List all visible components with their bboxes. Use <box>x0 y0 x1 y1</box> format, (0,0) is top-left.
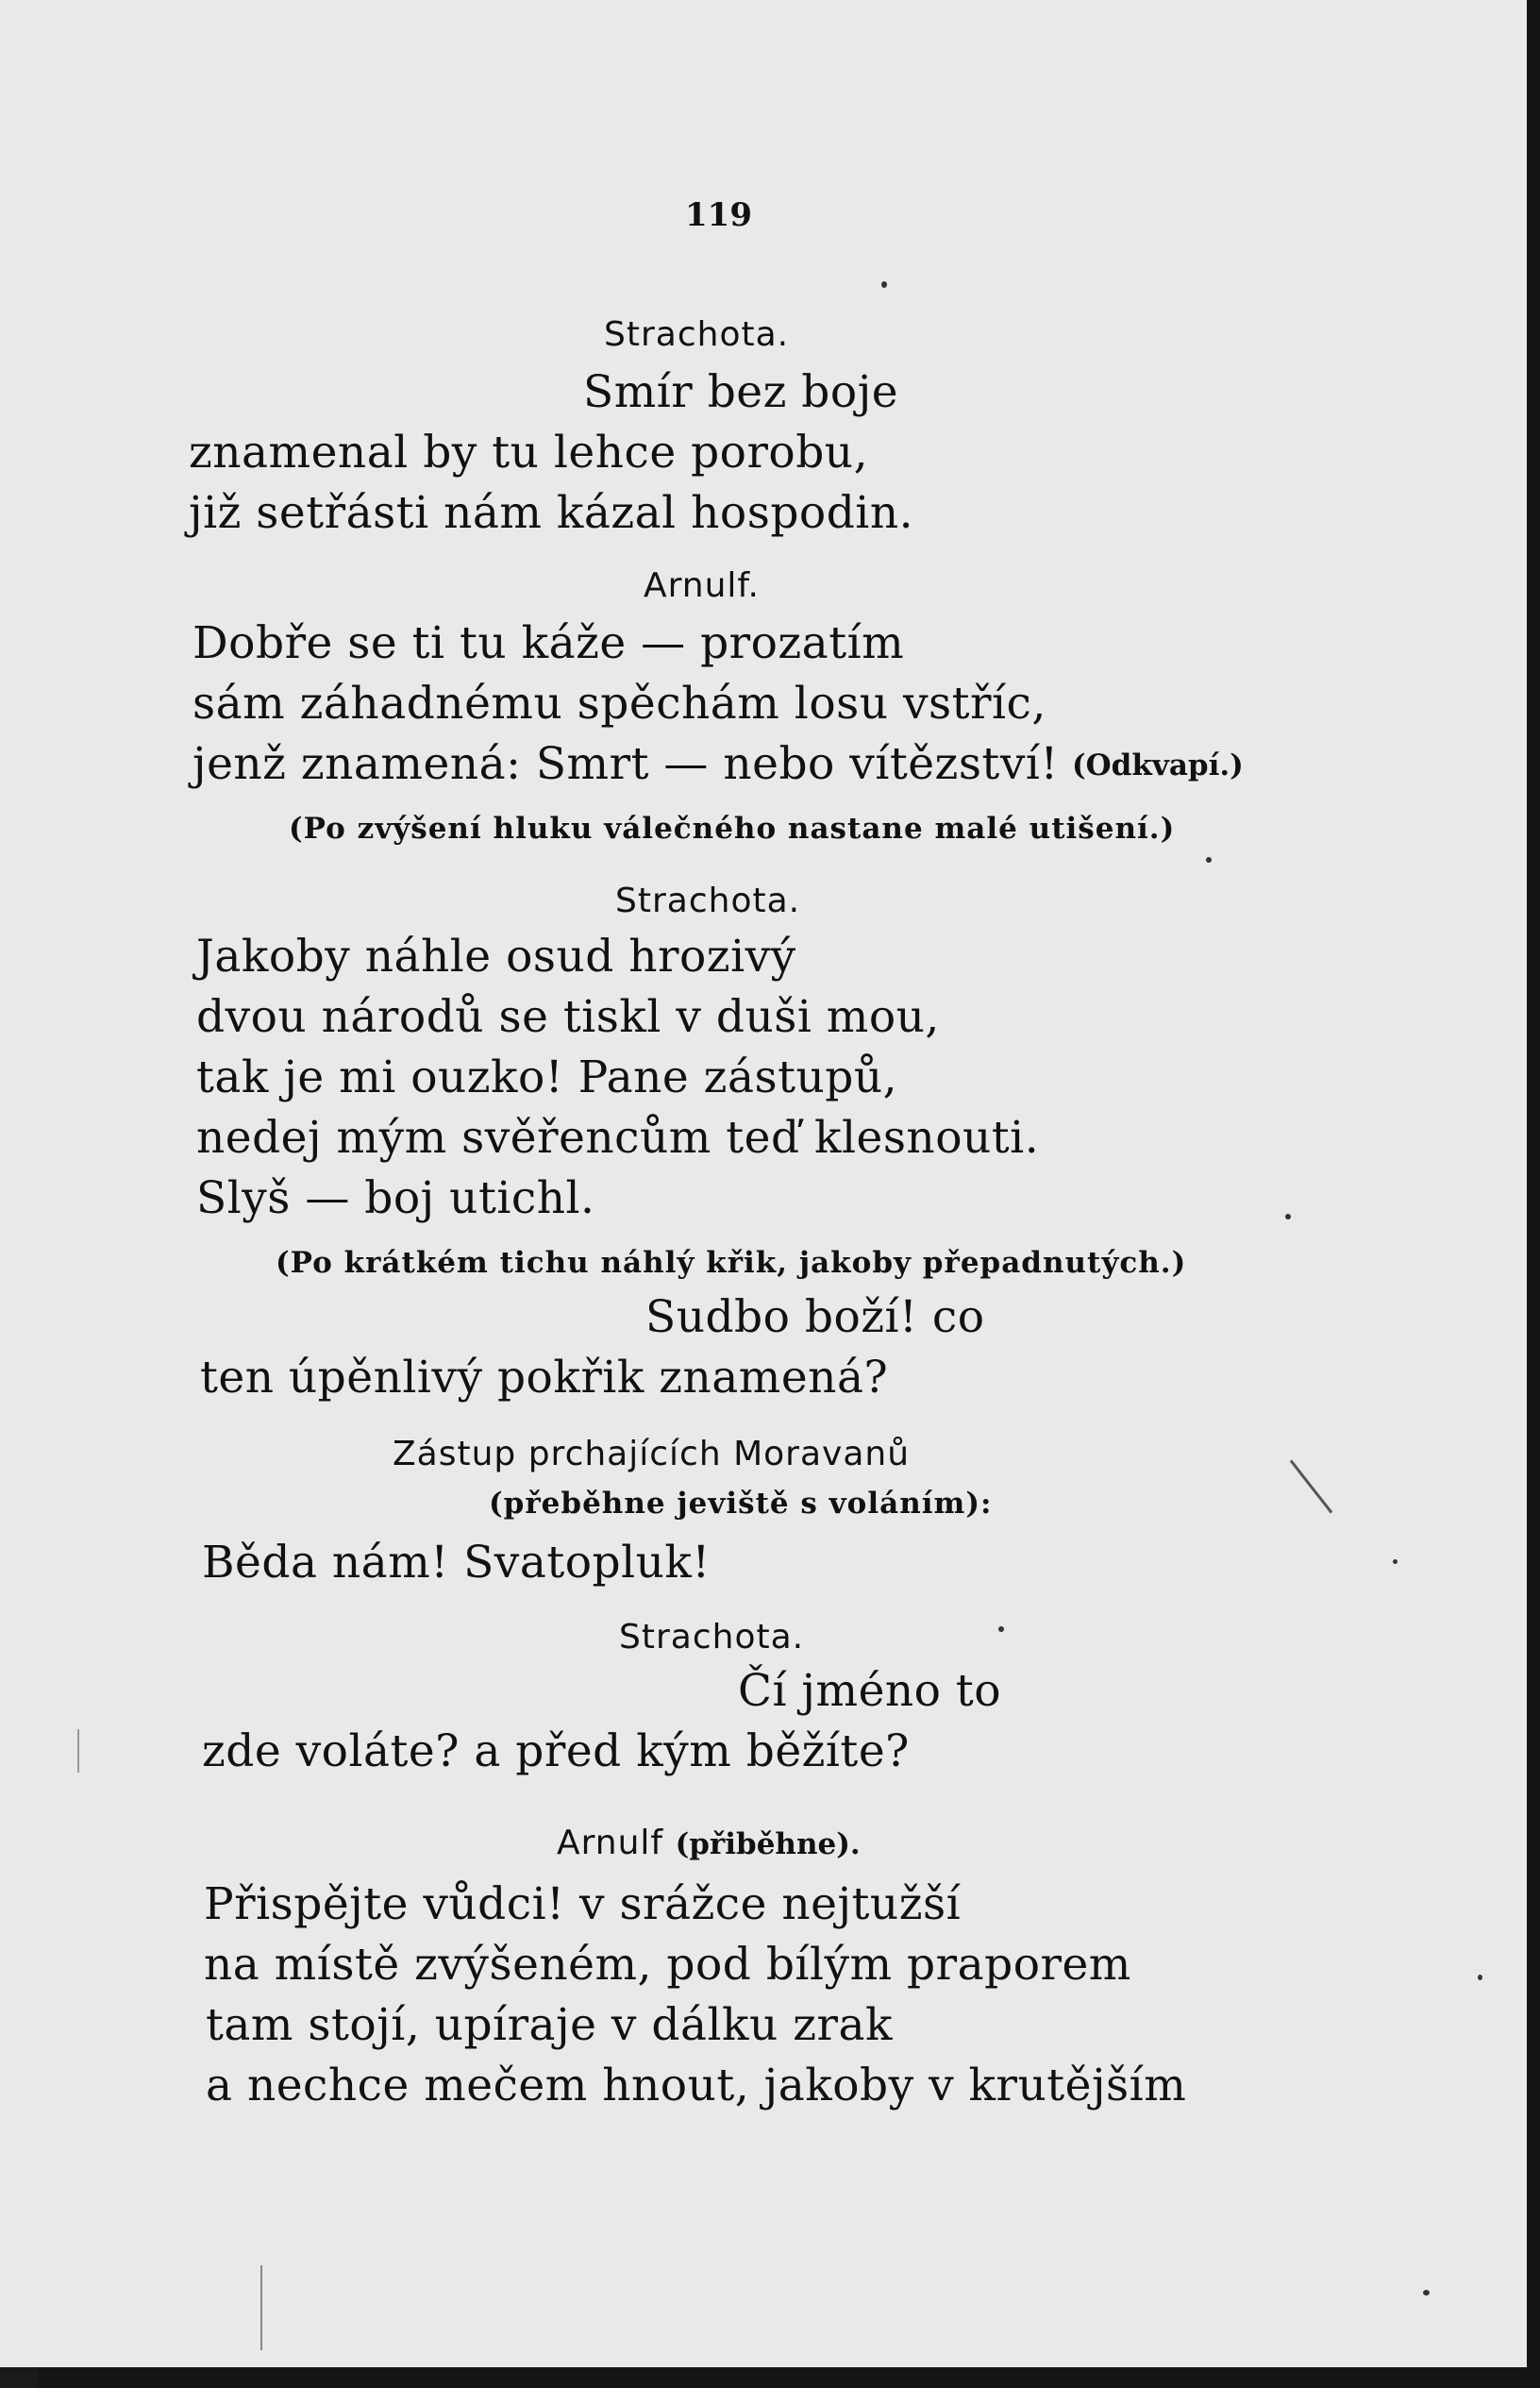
speaker-name-text: Arnulf <box>557 1824 664 1862</box>
verse-line: dvou národů se tiskl v duši mou, <box>196 991 940 1043</box>
verse-line: Čí jméno to <box>738 1665 1002 1717</box>
verse-line: zde voláte? a před kým běžíte? <box>202 1725 910 1777</box>
scan-speck <box>1423 2290 1430 2296</box>
scan-scratch <box>260 2265 262 2350</box>
scan-speck <box>1478 1975 1482 1980</box>
stage-direction: (Po krátkém tichu náhlý křik, jakoby přepadnutých.) <box>276 1246 1187 1280</box>
stage-direction: (Po zvýšení hluku válečného nastane malé utišení.) <box>289 812 1176 846</box>
scan-scratch <box>77 1729 79 1773</box>
speaker-name: Strachota. <box>604 315 790 354</box>
speaker-name <box>557 1824 861 1862</box>
verse-line: Jakoby náhle osud hrozivý <box>196 931 796 983</box>
verse-line: již setřásti nám kázal hospodin. <box>189 487 914 539</box>
scan-speck <box>998 1626 1004 1632</box>
speaker-name: Zástup prchajících Moravanů <box>393 1435 911 1473</box>
page-number: 119 <box>685 196 752 234</box>
stage-direction: (přeběhne jeviště s voláním): <box>489 1487 993 1521</box>
verse-line: a nechce mečem hnout, jakoby v krutějším <box>206 2060 1187 2111</box>
verse-line: jenž znamená: Smrt — nebo vítězství! <box>192 738 1059 790</box>
verse-line: Běda nám! Svatopluk! <box>202 1537 711 1589</box>
verse-line: nedej mým svěřencům teď klesnouti. <box>196 1112 1040 1164</box>
scan-border-right <box>1527 0 1540 2388</box>
scan-speck <box>1393 1559 1398 1564</box>
verse-line: Sudbo boží! co <box>645 1291 985 1343</box>
verse-line: Smír bez boje <box>583 366 899 418</box>
speaker-note: (přiběhne). <box>675 1827 861 1861</box>
speaker-name: Arnulf. <box>644 566 760 605</box>
scan-border-bottom <box>38 2367 1540 2388</box>
scan-speck <box>881 281 887 288</box>
verse-line: ten úpěnlivý pokřik znamená? <box>200 1352 889 1404</box>
scan-scratch <box>1290 1459 1332 1513</box>
scan-speck <box>1285 1214 1291 1219</box>
verse-line: Slyš — boj utichl. <box>196 1172 595 1224</box>
speaker-name: Strachota. <box>615 882 801 920</box>
verse-line: tam stojí, upíraje v dálku zrak <box>206 1999 893 2051</box>
scan-speck <box>1206 857 1212 863</box>
verse-line: na místě zvýšeném, pod bílým praporem <box>204 1939 1131 1991</box>
verse-line: Přispějte vůdci! v srážce nejtužší <box>204 1878 962 1930</box>
verse-line: tak je mi ouzko! Pane zástupů, <box>196 1051 898 1103</box>
verse-line: sám záhadnému spěchám losu vstříc, <box>192 678 1046 730</box>
stage-direction: (Odkvapí.) <box>1072 748 1244 782</box>
speaker-name: Strachota. <box>619 1618 805 1656</box>
verse-line: znamenal by tu lehce porobu, <box>189 427 869 479</box>
verse-line: Dobře se ti tu káže — prozatím <box>192 617 905 669</box>
